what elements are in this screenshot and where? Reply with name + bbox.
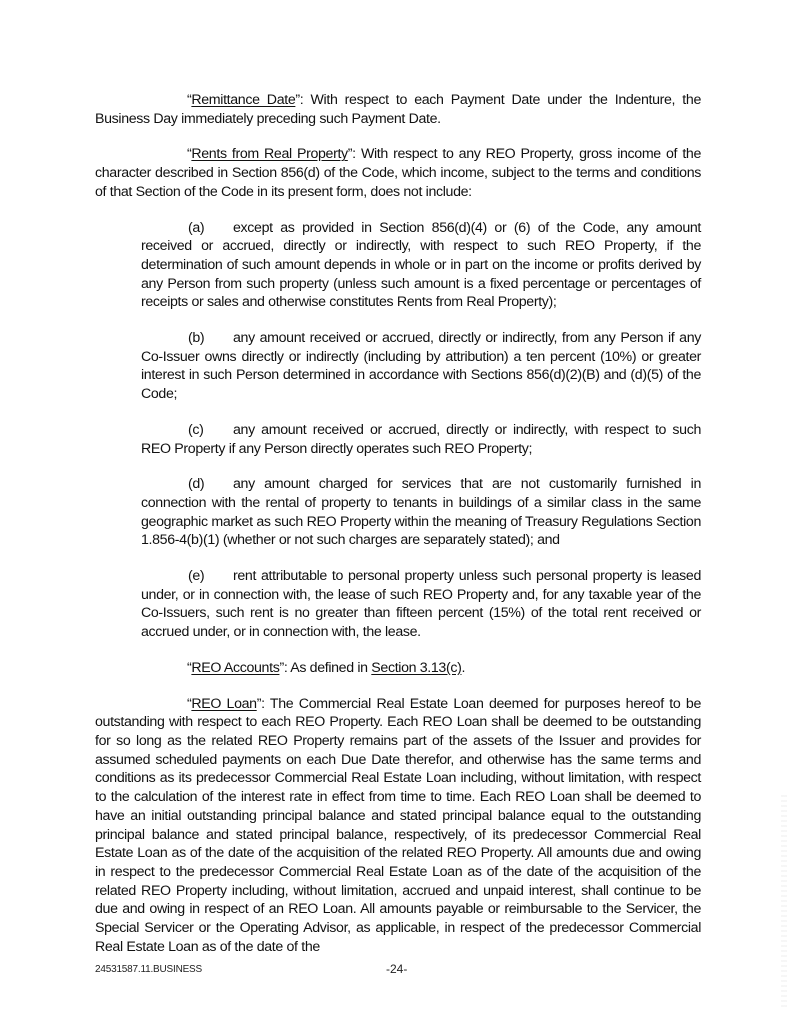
clause-text: any amount received or accrued, directly or indirectly, from any Person if any Co-Issuer owns directly or indirectly (including by attribution) a ten percent (10%) or greater interest in such Person determined in accordance with Sections 856(d)(2)(B) and (d)(5) of the Code; <box>141 330 701 403</box>
separator: : <box>261 695 270 712</box>
close-quote: ” <box>295 92 300 108</box>
open-quote: “ <box>187 146 192 163</box>
definition-text: With respect to each Payment Date under the Indenture, the Business Day immediately preceding such Payment Date. <box>95 92 701 127</box>
clause-e <box>141 567 701 642</box>
clause-b <box>141 329 701 404</box>
clause-label: (e) <box>188 568 205 585</box>
open-quote: “ <box>187 92 192 108</box>
clause-label: (c) <box>188 421 204 438</box>
separator: : <box>299 92 311 108</box>
close-quote: ” <box>256 695 262 712</box>
definition-text-suffix: . <box>461 659 466 676</box>
clause-text: any amount charged for services that are not customarily furnished in connection with the rental of property to tenants in buildings of a similar class in the same geographic market as such REO Property within the meaning of Treasury Regulations Section 1.856-4(b)(1) (whether or not such charges are separately stated); and <box>141 476 701 549</box>
document-body <box>95 91 701 973</box>
definition-reo-accounts <box>95 659 701 678</box>
clause-label: (d) <box>188 476 205 493</box>
open-quote: “ <box>187 659 192 676</box>
definition-reo-loan <box>95 695 701 957</box>
definition-text-prefix: As defined in <box>290 659 372 676</box>
clause-text: any amount received or accrued, directly or indirectly, with respect to such REO Property if any Person directly operates such REO Property; <box>141 421 701 457</box>
clause-text: rent attributable to personal property unless such personal property is leased under, or in connection with, the lease of such REO Property and, for any taxable year of the Co-Issuers, such rent is no greater than fifteen percent (15%) of the total rent received or accrued under, or in connection with, the lease. <box>141 568 701 641</box>
clause-d <box>141 475 701 550</box>
close-quote: ” <box>347 146 353 163</box>
defined-term: REO Loan <box>191 695 257 712</box>
definition-text: With respect to any REO Property, gross income of the character described in Section 856(d) of the Code, which income, subject to the terms and conditions of that Section of the Code in its present form, does not include: <box>95 146 701 200</box>
footer-page-number: -24- <box>386 962 408 976</box>
defined-term: Remittance Date <box>191 92 296 108</box>
close-quote: ” <box>279 659 284 676</box>
clause-label: (b) <box>188 330 205 347</box>
section-reference-link[interactable]: Section 3.13(c) <box>371 659 462 676</box>
footer-document-id: 24531587.11.BUSINESS <box>95 964 203 975</box>
definition-text: The Commercial Real Estate Loan deemed for purposes hereof to be outstanding with respect to each REO Property. Each REO Loan shall be deemed to be outstanding for so long as the related REO Property remains part of the assets of the Issuer and provides for assumed scheduled payments on each Due Date therefor, and otherwise has the same terms and conditions as its predecessor Commercial Real Estate Loan including, without limitation, with respect to the calculation of the interest rate in effect from time to time. Each REO Loan shall be deemed to have an initial outstanding principal balance and stated principal balance equal to the outstanding principal balance and stated principal balance, respectively, of its predecessor Commercial Real Estate Loan as of the date of the acquisition of the related REO Property. All amounts due and owing in respect to the predecessor Commercial Real Estate Loan as of the date of the acquisition of the related REO Property including, without limitation, accrued and unpaid interest, shall continue to be due and owing in respect of an REO Loan. All amounts payable or reimbursable to the Servicer, the Special Servicer or the Operating Advisor, as applicable, in respect of the predecessor Commercial Real Estate Loan as of the date of the <box>95 695 701 955</box>
definition-remittance-date <box>95 91 701 128</box>
open-quote: “ <box>187 695 192 712</box>
clause-text: except as provided in Section 856(d)(4) or (6) of the Code, any amount received or accrued, directly or indirectly, with respect to such REO Property, if the determination of such amount depends in whole or in part on the income or profits derived by any Person from such property (unless such amount is a fixed percentage or percentages of receipts or sales and otherwise constitutes Rents from Real Property); <box>141 219 701 311</box>
clause-a <box>141 219 701 313</box>
scan-edge-artifact <box>781 795 787 1010</box>
clause-label: (a) <box>188 219 205 236</box>
separator: : <box>283 659 291 676</box>
clause-c <box>141 421 701 458</box>
definition-rents-from-real-property <box>95 145 701 201</box>
defined-term: REO Accounts <box>191 659 280 676</box>
separator: : <box>352 146 361 163</box>
defined-term: Rents from Real Property <box>191 146 348 163</box>
